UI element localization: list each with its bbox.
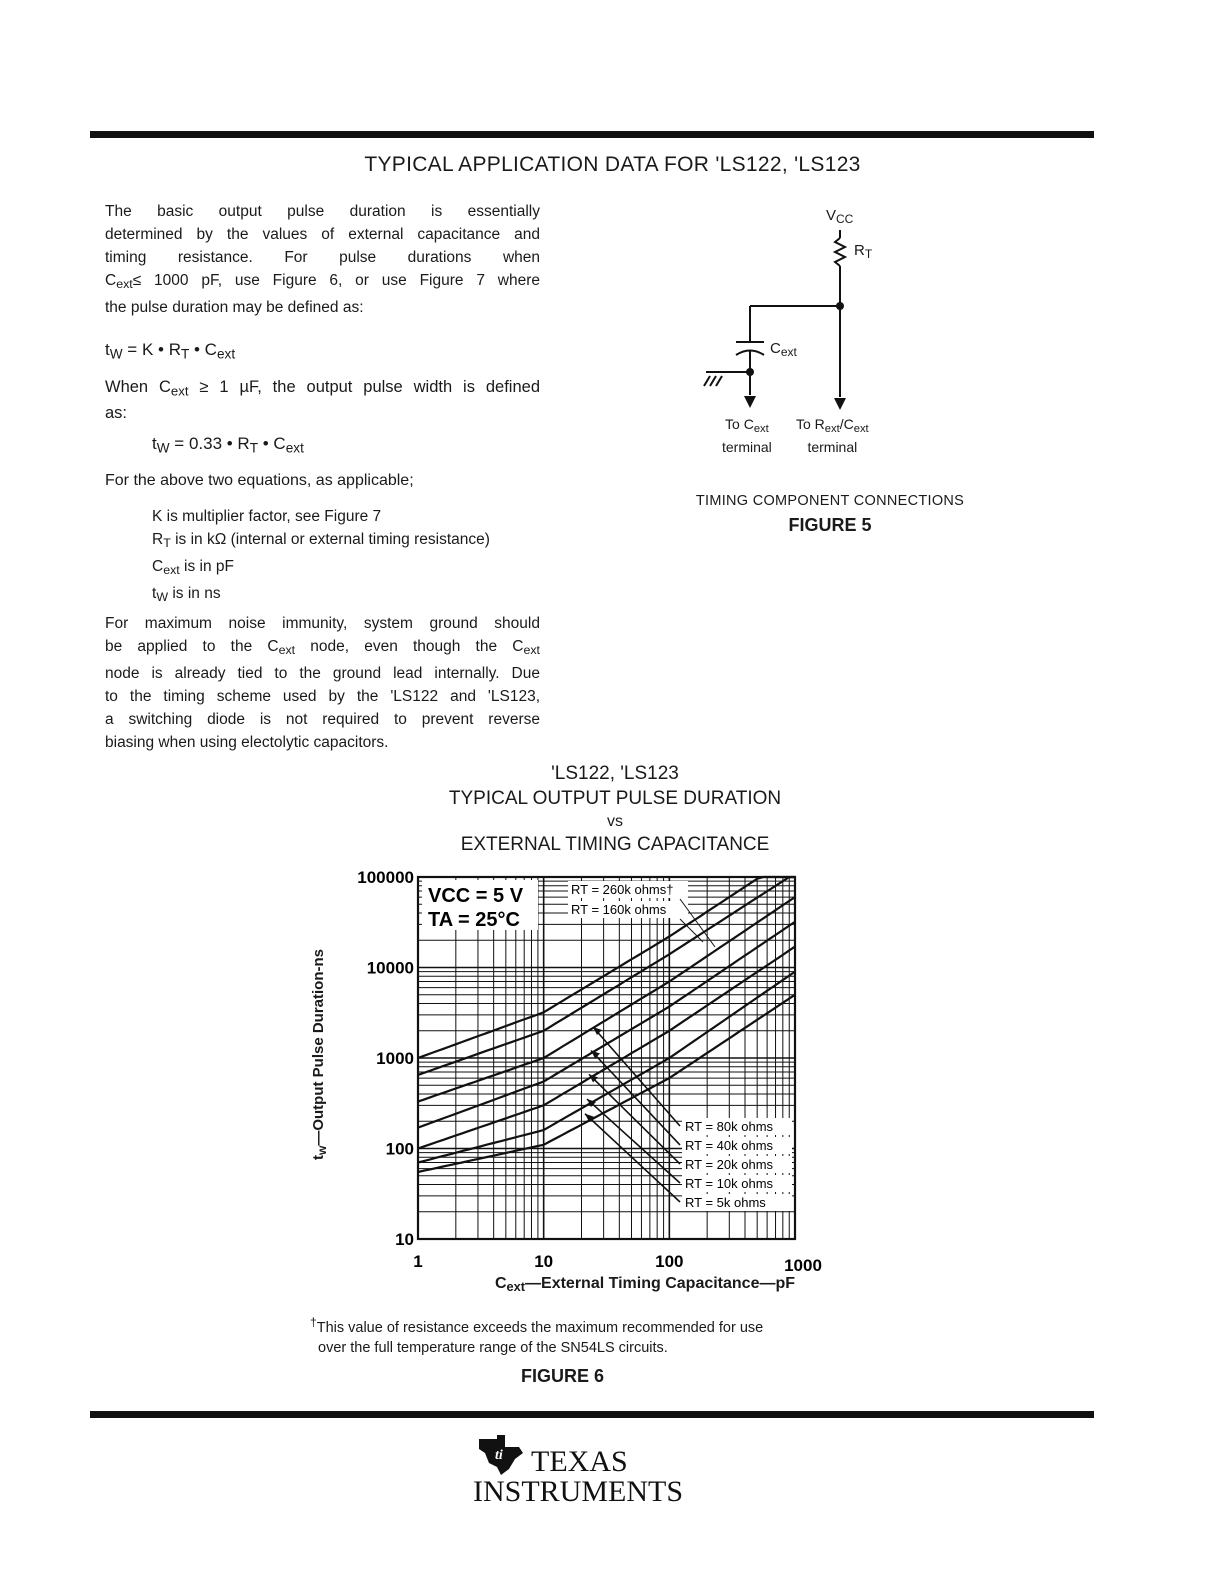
arrow-down-icon	[834, 398, 846, 410]
eq-symbol: = 0.33 • R	[169, 434, 250, 453]
subscript: w	[315, 1145, 329, 1155]
x-tick-label: 10	[534, 1252, 554, 1271]
subscript: ext	[753, 422, 769, 435]
series-label: RT = 260k ohms†	[571, 882, 674, 897]
y-tick-label: 1000	[376, 1049, 414, 1068]
text: is in kΩ (internal or external timing resistance)	[170, 531, 490, 548]
text: This value of resistance exceeds the maximum recommended for use	[316, 1319, 764, 1336]
subscript: ext	[163, 563, 180, 578]
condition-ta: TA = 25°C	[428, 909, 520, 931]
intro-paragraph	[105, 200, 540, 319]
text: To C	[725, 416, 754, 432]
def-k: K is multiplier factor, see Figure 7	[152, 508, 382, 525]
def-tw	[152, 582, 490, 609]
text: t	[310, 1155, 327, 1160]
text: For maximum noise immunity, system ground should	[105, 615, 540, 632]
subscript: CC	[836, 212, 854, 226]
subscript: ext	[285, 440, 304, 456]
text: be applied to the C	[105, 638, 279, 655]
text: R	[854, 242, 865, 259]
intro-line: determined by the values of external capacitance and	[105, 226, 540, 243]
chart-title-4: EXTERNAL TIMING CAPACITANCE	[460, 834, 770, 855]
subscript: ext	[506, 1279, 526, 1295]
subscript: W	[156, 590, 169, 605]
text: terminal	[722, 438, 772, 455]
series-label: RT = 10k ohms	[685, 1176, 774, 1191]
subscript: ext	[853, 422, 869, 435]
chart-svg	[300, 860, 860, 1280]
subscript: W	[156, 440, 170, 456]
def-rt	[152, 528, 490, 555]
text: node, even though the C	[295, 638, 524, 655]
subscript: ext	[116, 277, 133, 292]
text: C	[494, 1275, 507, 1292]
subscript: ext	[216, 346, 236, 362]
subscript: W	[109, 346, 123, 362]
x-tick-label: 1000	[784, 1256, 822, 1275]
text: When C	[105, 378, 171, 396]
chart-x-label	[300, 1275, 900, 1294]
text: ≥ 1 µF, the output pulse width is defined	[188, 378, 540, 396]
text: is in pF	[179, 558, 234, 576]
footnote	[310, 1312, 870, 1358]
chart-title-2: TYPICAL OUTPUT PULSE DURATION	[448, 788, 782, 809]
to-cext-label	[722, 415, 772, 456]
subscript: ext	[278, 643, 296, 658]
subscript: T	[163, 536, 171, 551]
text: R	[152, 531, 164, 548]
subscript: T	[249, 440, 259, 456]
text: t	[152, 585, 157, 603]
text: To R	[796, 416, 825, 432]
series-label: RT = 20k ohms	[685, 1157, 774, 1172]
text: to the timing scheme used by the 'LS122 and 'LS123,	[105, 688, 540, 706]
text: —Output Pulse Duration-ns	[310, 948, 327, 1146]
top-rule	[90, 131, 1094, 138]
def-cext	[152, 555, 490, 582]
eq-symbol: = K • R	[122, 340, 181, 359]
subscript: ext	[780, 345, 797, 359]
definitions-list	[152, 505, 490, 609]
equation-1	[105, 340, 235, 361]
svg-text:ti: ti	[495, 1448, 503, 1463]
logo-line: TEXAS	[531, 1445, 628, 1478]
figure-5-caption: TIMING COMPONENT CONNECTIONS	[695, 493, 965, 509]
series-label: RT = 160k ohms	[571, 902, 667, 917]
leader-line	[585, 1114, 680, 1202]
rt-label	[854, 242, 872, 261]
cext-label	[770, 340, 797, 359]
equation-2	[152, 434, 304, 455]
series-label: RT = 5k ohms	[685, 1195, 766, 1210]
series-label: RT = 40k ohms	[685, 1138, 774, 1153]
figure-6-label: FIGURE 6	[520, 1366, 604, 1386]
intro-line: the pulse duration may be defined as:	[105, 299, 364, 317]
text: as:	[105, 404, 128, 423]
text: terminal	[807, 438, 858, 455]
subscript: ext	[824, 422, 840, 435]
noise-paragraph	[105, 612, 540, 754]
y-tick-label: 100000	[357, 868, 414, 887]
chart-title-3: vs	[607, 813, 623, 830]
text: node is already tied to the ground lead internally. Due	[105, 665, 540, 683]
text: a switching diode is not required to prevent reverse	[105, 711, 540, 729]
intro-line: C	[105, 272, 117, 289]
eq-symbol: • C	[189, 340, 217, 359]
intro-line: ≤ 1000 pF, use Figure 6, or use Figure 7 where	[132, 272, 540, 289]
junction-node	[836, 302, 844, 310]
subscript: ext	[523, 643, 540, 658]
text: V	[826, 207, 837, 224]
to-rext-label	[796, 415, 869, 456]
text: —External Timing Capacitance—pF	[525, 1275, 796, 1292]
series-curve	[418, 922, 795, 1128]
text: /C	[839, 416, 854, 432]
x-tick-label: 1	[413, 1252, 423, 1271]
eq-symbol: t	[105, 340, 110, 359]
vcc-label	[826, 207, 853, 226]
text: over the full temperature range of the SN54LS circuits.	[318, 1339, 668, 1356]
arrow-down-icon	[744, 396, 756, 408]
text: is in ns	[168, 585, 221, 603]
page-heading: TYPICAL APPLICATION DATA FOR 'LS122, 'LS123	[364, 153, 861, 176]
intro-line: The basic output pulse duration is essentially	[105, 203, 540, 220]
condition-vcc: VCC = 5 V	[428, 885, 524, 907]
series-label: RT = 80k ohms	[685, 1119, 774, 1134]
ti-state-icon	[475, 1433, 531, 1477]
eq-symbol: t	[152, 434, 157, 453]
when-paragraph	[105, 376, 540, 425]
y-tick-label: 10	[395, 1230, 414, 1249]
chart-y-label	[310, 949, 329, 1160]
text: biasing when using electolytic capacitors.	[105, 734, 389, 752]
subscript: T	[864, 247, 873, 261]
for-above-text: For the above two equations, as applicable;	[105, 472, 414, 489]
logo-line: INSTRUMENTS	[473, 1475, 684, 1508]
subscript: ext	[170, 383, 189, 399]
texas-instruments-logo	[473, 1433, 693, 1508]
bottom-rule	[90, 1411, 1094, 1418]
text: C	[152, 558, 164, 576]
dagger-mark: †	[310, 1315, 317, 1329]
x-tick-label: 100	[655, 1252, 684, 1271]
leader-line	[589, 1074, 680, 1164]
eq-symbol: • C	[258, 434, 286, 453]
chart-title-1: 'LS122, 'LS123	[551, 763, 679, 784]
leader-line	[587, 1099, 680, 1183]
pulse-duration-chart	[300, 860, 860, 1310]
junction-node	[746, 368, 754, 376]
intro-line: timing resistance. For pulse durations when	[105, 249, 540, 266]
y-tick-label: 100	[385, 1139, 414, 1159]
text: C	[770, 340, 781, 357]
y-tick-label: 10000	[366, 958, 414, 978]
figure-5-label: FIGURE 5	[788, 515, 872, 535]
subscript: T	[180, 346, 190, 362]
